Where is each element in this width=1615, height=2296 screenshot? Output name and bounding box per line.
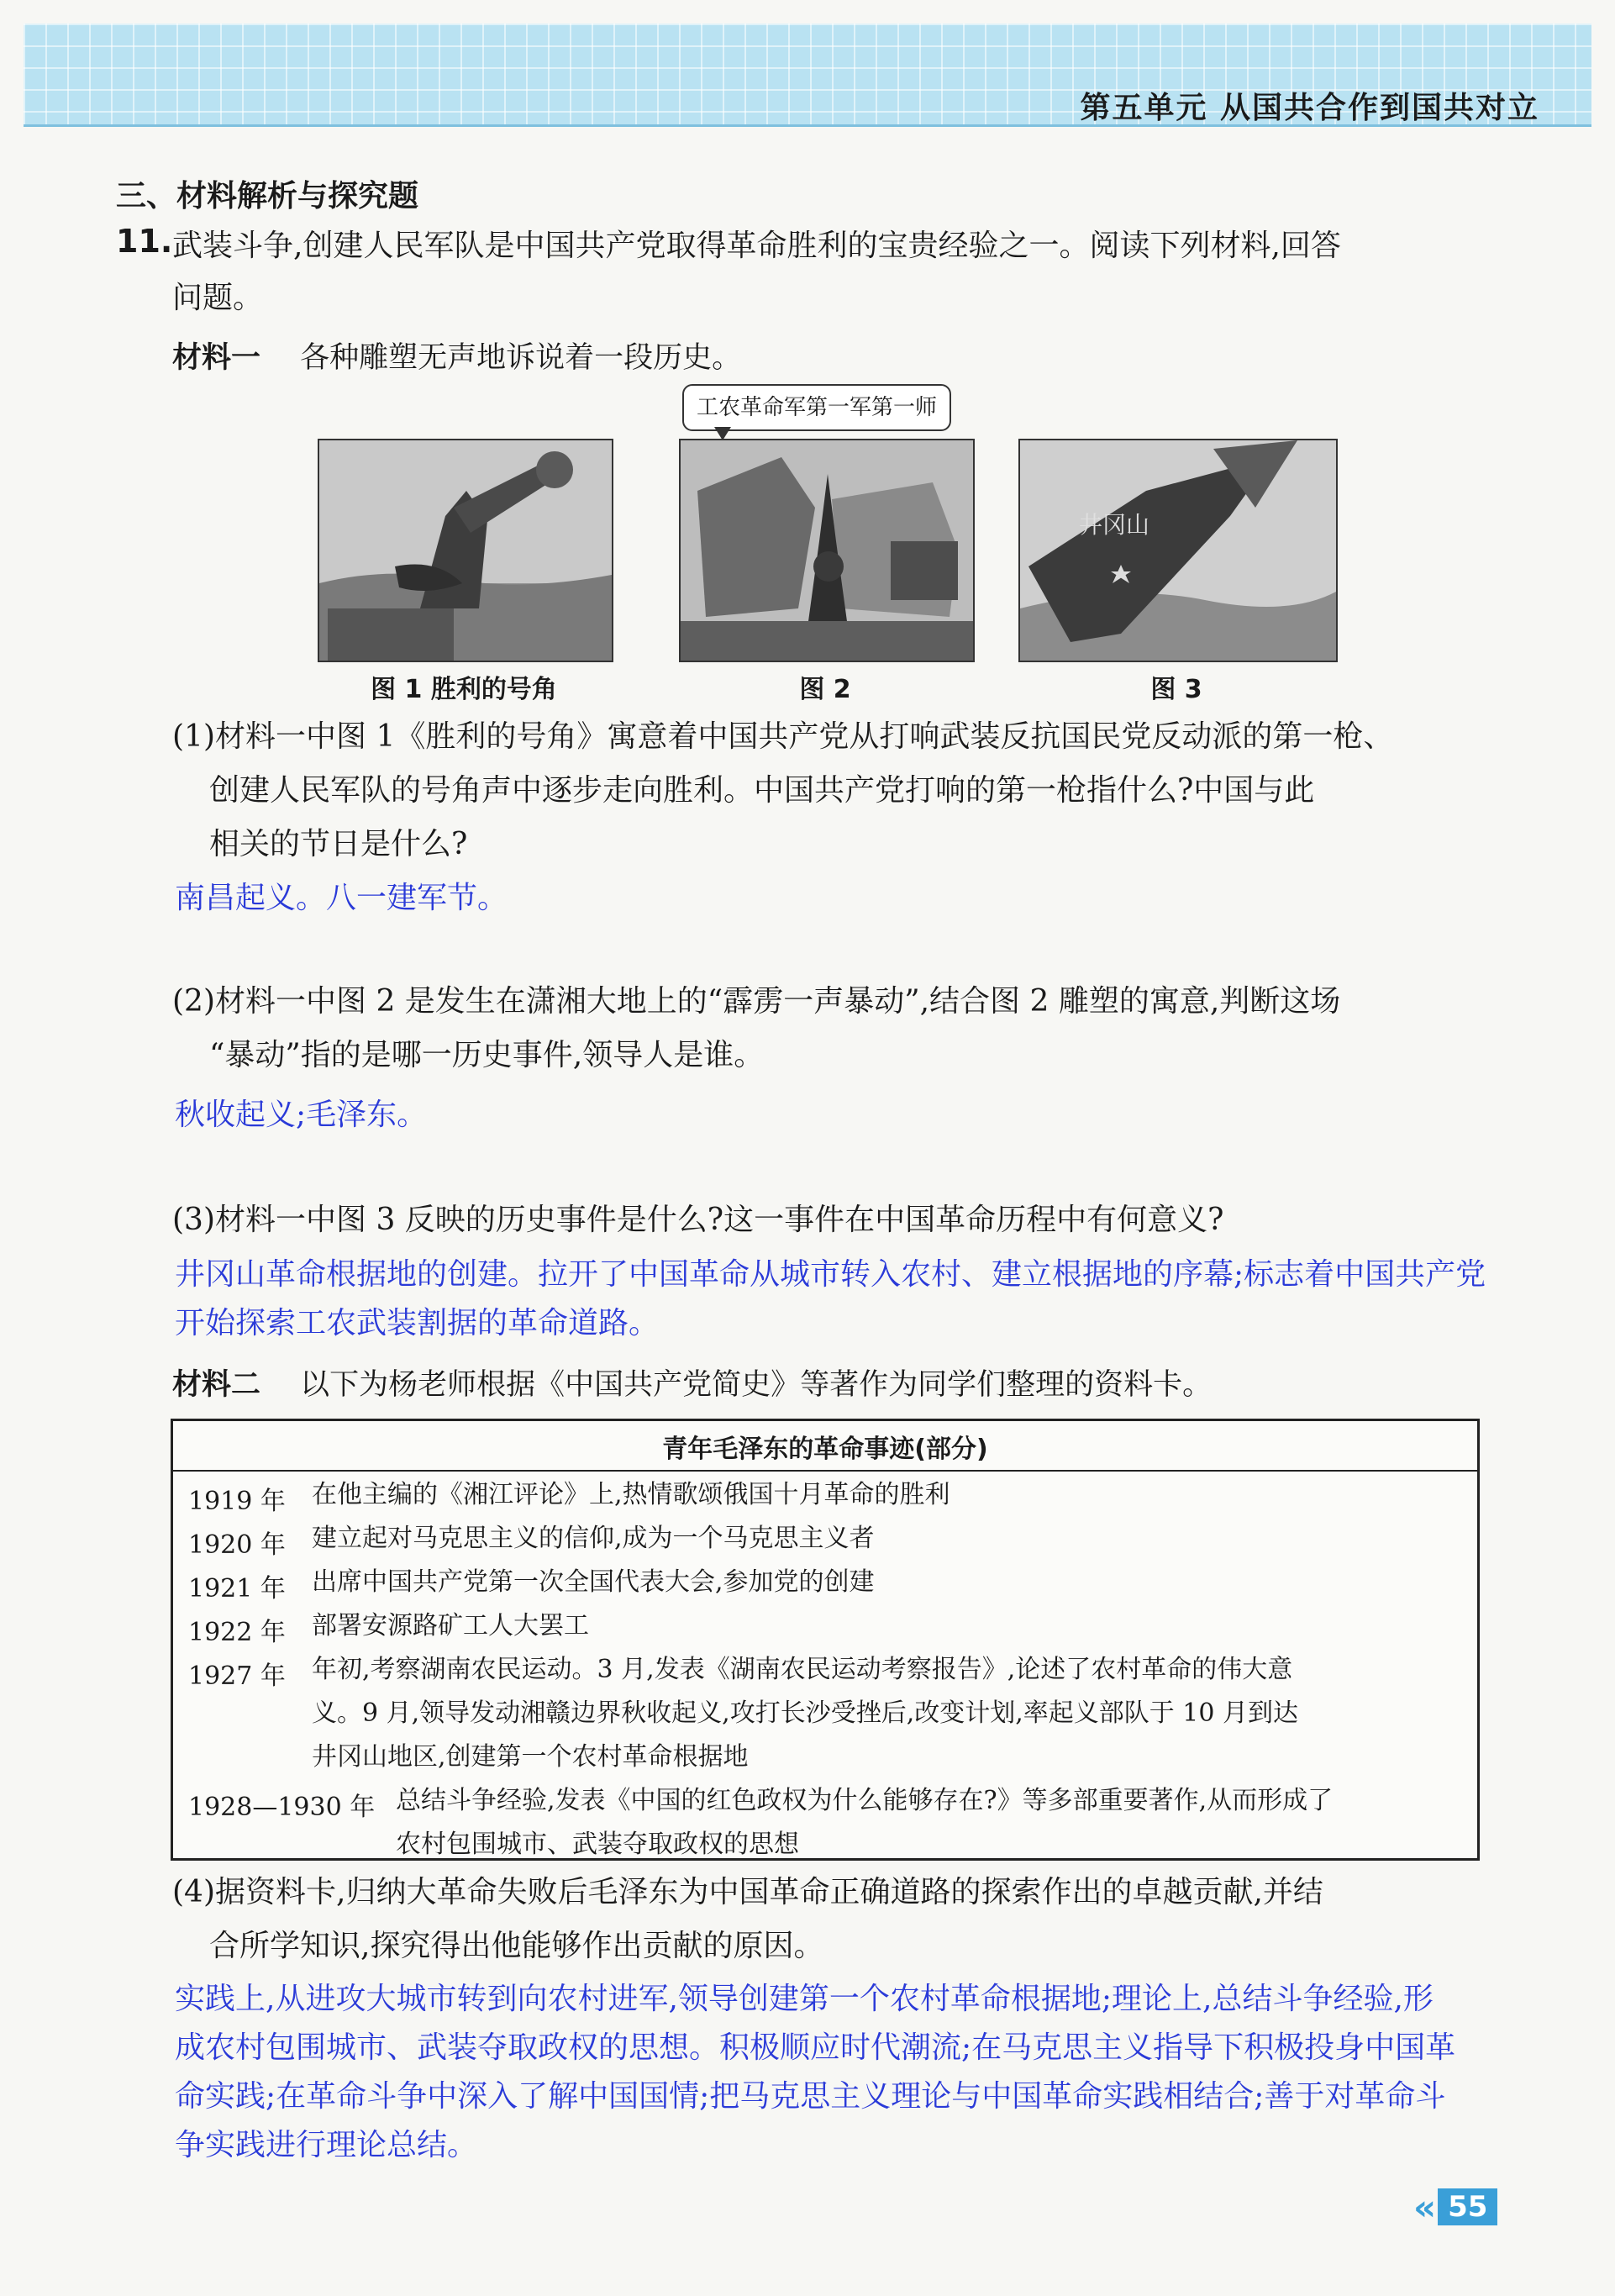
material2-line <box>172 1361 1212 1403</box>
q2-line-2: “暴动”指的是哪一历史事件,领导人是谁。 <box>209 1038 765 1072</box>
figure2-caption: 图 2 <box>799 675 851 704</box>
material1-line <box>172 334 741 377</box>
q4-answer-line-3: 命实践;在革命斗争中深入了解中国国情;把马克思主义理论与中国革命实践相结合;善于对革命斗 <box>175 2079 1446 2114</box>
question-text <box>172 220 1508 324</box>
q2-prompt <box>172 975 1491 1082</box>
material2-label: 材料二 <box>172 1368 261 1402</box>
q3-prompt <box>172 1193 1491 1247</box>
question-line-2: 问题。 <box>172 281 264 315</box>
card-row-text: 农村包围城市、武装夺取政权的思想 <box>396 1830 799 1859</box>
question-line-1: 武装斗争,创建人民军队是中国共产党取得革命胜利的宝贵经验之一。阅读下列材料,回答 <box>172 229 1341 263</box>
q3-answer-line-1: 井冈山革命根据地的创建。拉开了中国革命从城市转入农村、建立根据地的序幕;标志着中国共产党 <box>175 1257 1486 1292</box>
card-row-text: 出席中国共产党第一次全国代表大会,参加党的创建 <box>312 1567 875 1597</box>
material1-text: 各种雕塑无声地诉说着一段历史。 <box>300 341 742 375</box>
card-row-year: 1919 年 <box>188 1487 286 1516</box>
figure1-photo <box>318 439 613 662</box>
page-number: 55 <box>1438 2188 1497 2225</box>
card-row-text: 总结斗争经验,发表《中国的红色政权为什么能够存在?》等多部重要著作,从而形成了 <box>396 1786 1334 1815</box>
card-row-year: 1928—1930 年 <box>188 1793 376 1822</box>
q2-answer: 秋收起义;毛泽东。 <box>175 1098 428 1132</box>
q1-line-3: 相关的节日是什么? <box>209 827 468 861</box>
card-row-text: 义。9 月,领导发动湘赣边界秋收起义,攻打长沙受挫后,改变计划,率起义部队于 10 月到达 <box>312 1698 1299 1728</box>
q4-answer-line-4: 争实践进行理论总结。 <box>175 2128 478 2162</box>
double-chevron-left-icon: « <box>1413 2186 1437 2228</box>
card-row-year: 1922 年 <box>188 1618 286 1647</box>
q4-answer-line-1: 实践上,从进攻大城市转到向农村进军,领导创建第一个农村革命根据地;理论上,总结斗争经验,形 <box>175 1982 1434 2016</box>
card-row-year: 1927 年 <box>188 1661 286 1691</box>
card-row-text-block <box>312 1648 1463 1779</box>
q4-prompt <box>172 1866 1491 1973</box>
card-row-text: 部署安源路矿工人大罢工 <box>312 1611 589 1640</box>
question-number: 11. <box>116 223 173 260</box>
page-marker <box>1413 2187 1497 2227</box>
card-row-year: 1921 年 <box>188 1574 286 1604</box>
unit-title: 第五单元 从国共合作到国共对立 <box>1080 91 1539 125</box>
q1-answer: 南昌起义。八一建军节。 <box>175 881 508 915</box>
section-title: 三、材料解析与探究题 <box>116 179 419 213</box>
card-row-text: 建立起对马克思主义的信仰,成为一个马克思主义者 <box>312 1524 875 1553</box>
q3-answer <box>175 1251 1603 1348</box>
card-row-year: 1920 年 <box>188 1530 286 1560</box>
q1-line-2: 创建人民军队的号角声中逐步走向胜利。中国共产党打响的第一枪指什么?中国与此 <box>209 773 1315 808</box>
svg-text:井冈山: 井冈山 <box>1079 511 1150 539</box>
q3-answer-line-2: 开始探索工农武装割据的革命道路。 <box>175 1306 660 1340</box>
card-row-text-block <box>396 1779 1463 1867</box>
card-row-text: 井冈山地区,创建第一个农村革命根据地 <box>312 1742 749 1772</box>
q1-prompt <box>172 710 1491 872</box>
q4-answer-line-2: 成农村包围城市、武装夺取政权的思想。积极顺应时代潮流;在马克思主义指导下积极投身中国革 <box>175 2030 1456 2065</box>
card-divider <box>173 1470 1477 1472</box>
info-card <box>171 1419 1480 1861</box>
figure3-photo <box>1018 439 1338 662</box>
q4-line-2: 合所学知识,探究得出他能够作出贡献的原因。 <box>209 1929 824 1963</box>
q3-line-1: (3)材料一中图 3 反映的历史事件是什么?这一事件在中国革命历程中有何意义? <box>172 1203 1224 1237</box>
material2-text: 以下为杨老师根据《中国共产党简史》等著作为同学们整理的资料卡。 <box>300 1368 1213 1402</box>
card-row-text: 在他主编的《湘江评论》上,热情歌颂俄国十月革命的胜利 <box>312 1480 950 1509</box>
card-row-text: 年初,考察湖南农民运动。3 月,发表《湖南农民运动考察报告》,论述了农村革命的伟大意 <box>312 1655 1293 1684</box>
figure2-label-bubble: 工农革命军第一军第一师 <box>682 384 951 431</box>
q4-answer <box>175 1975 1603 2170</box>
figure2-photo <box>679 439 975 662</box>
card-title: 青年毛泽东的革命事迹(部分) <box>662 1435 988 1464</box>
figure1-caption: 图 1 胜利的号角 <box>371 675 557 704</box>
q1-line-1: (1)材料一中图 1《胜利的号角》寓意着中国共产党从打响武装反抗国民党反动派的第一枪、 <box>172 719 1394 754</box>
material1-label: 材料一 <box>172 341 261 375</box>
q4-line-1: (4)据资料卡,归纳大革命失败后毛泽东为中国革命正确道路的探索作出的卓越贡献,并结 <box>172 1875 1323 1909</box>
q2-line-1: (2)材料一中图 2 是发生在潇湘大地上的“霹雳一声暴动”,结合图 2 雕塑的寓意,判断这场 <box>172 984 1341 1019</box>
figure3-caption: 图 3 <box>1150 675 1202 704</box>
